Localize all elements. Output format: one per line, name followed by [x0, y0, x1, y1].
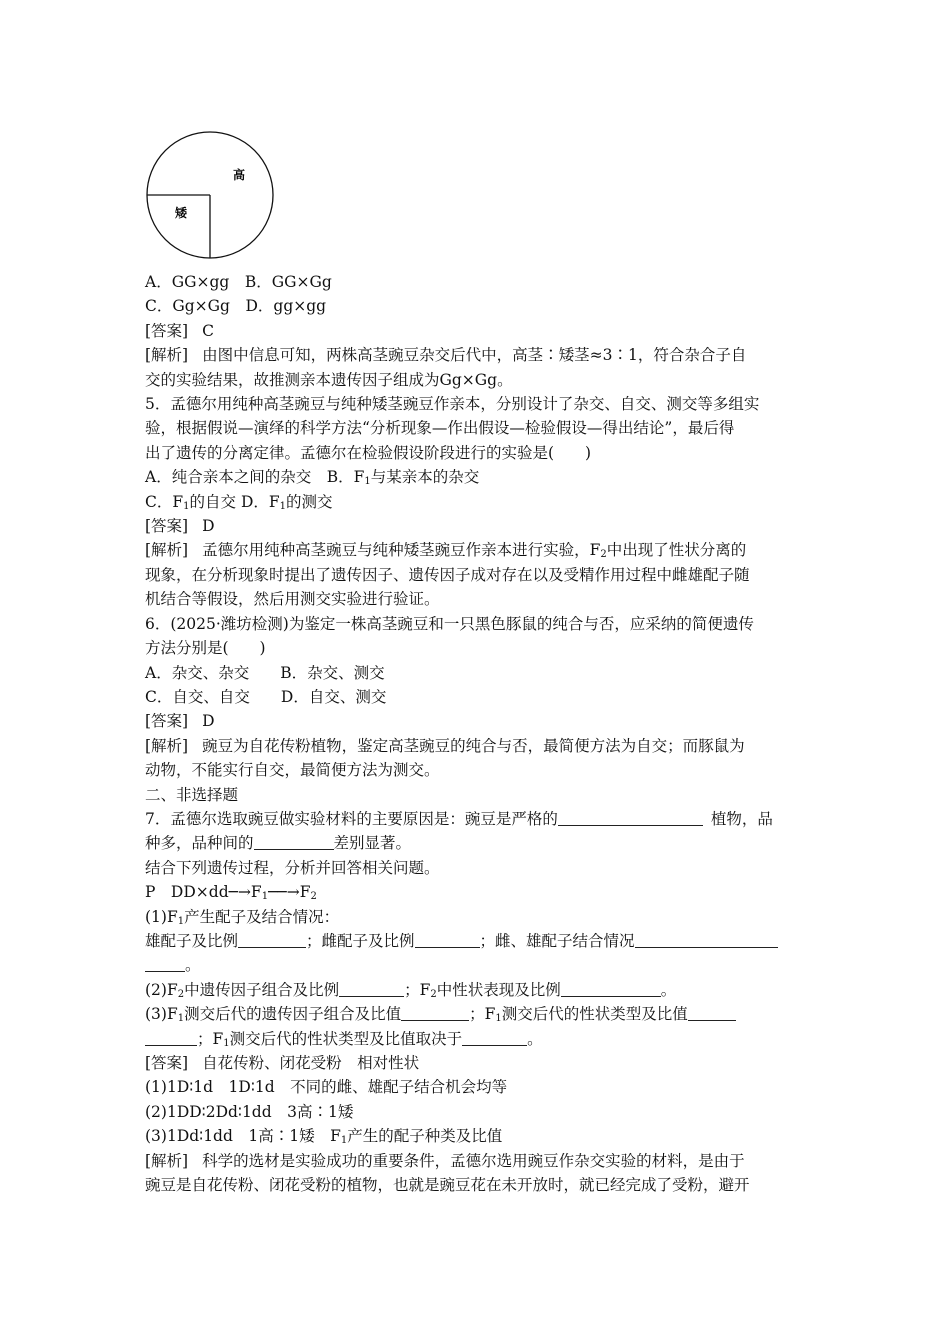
q5-option-d: D．$F_1$的测交: [240, 492, 333, 512]
q4-option-b: B．GG×Gg: [244, 273, 332, 291]
blank[interactable]: [688, 1004, 736, 1021]
q7-part-3-continued: ；$F_1$测交后代的性状类型及比值取决于 。: [145, 1027, 807, 1051]
q4-options-row-1: [145, 270, 807, 294]
q4-answer: [145, 319, 807, 343]
q7-answer-2: (2)1DD∶2Dd∶1dd 3高∶1矮: [145, 1102, 354, 1121]
blank[interactable]: [401, 1004, 469, 1021]
analysis-tag: [解析]: [145, 1151, 189, 1170]
q7-part-1: $(1)F_1$产生配子及结合情况：: [145, 907, 340, 927]
q6-analysis-line-2: 动物，不能实行自交，最简便方法为测交。: [145, 761, 440, 780]
q5-stem-line-1: 5．孟德尔用纯种高茎豌豆与纯种矮茎豌豆作亲本，分别设计了杂交、自交、测交等多组实: [145, 395, 760, 414]
q5-options-row-2: [145, 490, 807, 514]
q5-analysis-line-1: [解析] 孟德尔用纯种高茎豌豆与纯种矮茎豌豆作亲本进行实验，$F_2$中出现了性状分离的: [145, 541, 747, 561]
analysis-tag: [解析]: [145, 541, 189, 560]
q7-answer-3: (3)1Dd∶1dd 1高∶1矮 $F_1$产生的配子种类及比值: [145, 1127, 503, 1147]
q6-option-b: B．杂交、测交: [280, 663, 385, 682]
document-text: [145, 270, 807, 1197]
q4-analysis-line-1: [145, 343, 807, 367]
q6-option-d: D．自交、测交: [280, 687, 387, 706]
analysis-text: 由图中信息可知，两株高茎豌豆杂交后代中，高茎∶矮茎≈3∶1，符合杂合子自: [202, 346, 747, 365]
blank[interactable]: [558, 809, 703, 826]
pie-label-short: 矮: [175, 206, 188, 220]
q4-options-row-2: [145, 294, 807, 318]
q7-stem-line-1: 7．孟德尔选取豌豆做实验材料的主要原因是：豌豆是严格的 植物，品: [145, 809, 773, 828]
q6-answer: [145, 709, 807, 733]
blank[interactable]: [254, 833, 334, 850]
pie-label-tall: 高: [233, 168, 246, 182]
q6-stem-line-2: 方法分别是( ): [145, 639, 266, 658]
blank[interactable]: [462, 1029, 527, 1046]
answer-value: 自花传粉、闭花受粉 相对性状: [202, 1054, 420, 1072]
q7-stem-line-2: 种多，品种间的 差别显著。: [145, 834, 412, 853]
blank[interactable]: [635, 931, 778, 948]
q6-stem-line-1: 6．(2025·潍坊检测)为鉴定一株高茎豌豆和一只黑色豚鼠的纯合与否，应采纳的简便遗传: [145, 614, 754, 633]
pie-chart: [145, 130, 275, 260]
q5-analysis-line-3: 机结合等假设，然后用测交实验进行验证。: [145, 590, 440, 609]
q7-part-3: $(3)F_1$测交后代的遗传因子组合及比值 ；$F_1$测交后代的性状类型及比值: [145, 1002, 807, 1026]
q6-options-row-2: [145, 685, 807, 709]
q5-option-c: C．$F_1$的自交: [145, 492, 237, 512]
blank[interactable]: [415, 931, 480, 948]
blank[interactable]: [339, 980, 404, 997]
blank[interactable]: [238, 931, 306, 948]
blank[interactable]: [145, 955, 185, 972]
analysis-tag: [解析]: [145, 346, 189, 365]
q5-option-b: B．$F_1$与某亲本的杂交: [326, 468, 480, 488]
q7-answer: [145, 1051, 807, 1075]
q6-analysis-line-1: [解析] 豌豆为自花传粉植物，鉴定高茎豌豆的纯合与否，最简便方法为自交；而豚鼠为: [145, 736, 745, 755]
q4-analysis-line-2: 交的实验结果，故推测亲本遗传因子组成为Gg×Gg。: [145, 370, 513, 389]
q5-answer: [145, 514, 807, 538]
q7-cross-diagram: P $DD\times dd─\to F_1──\to F_2$: [145, 883, 317, 903]
answer-value: C: [202, 321, 214, 340]
q7-analysis-line-1: [解析] 科学的选材是实验成功的重要条件，孟德尔选用豌豆作杂交实验的材料，是由于: [145, 1151, 745, 1170]
q5-options-row-1: [145, 465, 807, 489]
q6-option-a: A．杂交、杂交: [145, 663, 250, 682]
q7-answer-1: (1)1D∶1d 1D∶1d 不同的雌、雄配子结合机会均等: [145, 1078, 508, 1097]
q4-option-a: A．GG×gg: [145, 273, 230, 291]
q7-part-1-blanks: 雄配子及比例 ；雌配子及比例 ；雌、雄配子结合情况: [145, 929, 807, 953]
q5-stem-line-2: 验，根据假说—演绎的科学方法“分析现象—作出假设—检验假设—得出结论”，最后得: [145, 419, 735, 438]
analysis-tag: [解析]: [145, 736, 189, 755]
q7-analysis-line-2: 豌豆是自花传粉、闭花受粉的植物，也就是豌豆花在未开放时，就已经完成了受粉，避开: [145, 1176, 750, 1195]
answer-tag: [答案]: [145, 712, 189, 731]
section-heading: 二、非选择题: [145, 785, 239, 804]
answer-value: D: [202, 712, 215, 731]
answer-tag: [答案]: [145, 1054, 189, 1072]
answer-value: D: [202, 517, 215, 536]
q6-option-c: C．自交、自交: [145, 687, 250, 706]
answer-tag: [答案]: [145, 517, 189, 536]
answer-tag: [答案]: [145, 321, 189, 340]
q6-options-row-1: [145, 661, 807, 685]
blank[interactable]: [561, 980, 661, 997]
q7-part-2: $(2)F_2$中遗传因子组合及比例 ；$F_2$中性状表现及比例 。: [145, 980, 677, 1000]
q7-part-1-continued: 。: [145, 953, 807, 977]
q4-option-c: C．Gg×Gg: [145, 297, 230, 316]
blank[interactable]: [145, 1029, 197, 1046]
q5-analysis-line-2: 现象，在分析现象时提出了遗传因子、遗传因子成对存在以及受精作用过程中雌雄配子随: [145, 565, 750, 584]
q7-stem-line-3: 结合下列遗传过程，分析并回答相关问题。: [145, 858, 440, 877]
q5-stem-line-3: 出了遗传的分离定律。孟德尔在检验假设阶段进行的实验是( ): [145, 443, 592, 462]
q4-option-d: D．gg×gg: [245, 297, 327, 316]
q5-option-a: A．纯合亲本之间的杂交: [145, 468, 312, 487]
